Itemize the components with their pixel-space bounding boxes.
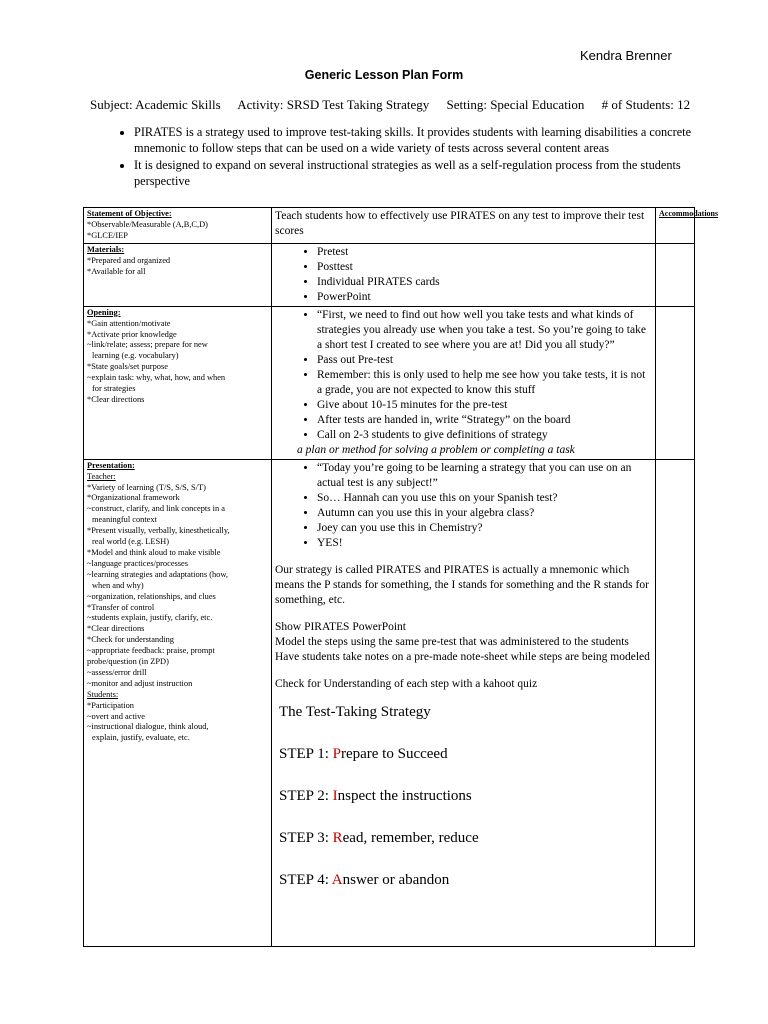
- step-letter: A: [331, 871, 343, 888]
- materials-label: Materials:: [87, 244, 125, 254]
- presentation-sub: ~instructional dialogue, think aloud,: [87, 722, 209, 732]
- mnemonic-paragraph: Our strategy is called PIRATES and PIRATES is actually a mnemonic which means the P stands for something, the I stands for something and the R stands for something, etc.: [275, 563, 649, 606]
- presentation-sub: meaningful context: [92, 515, 157, 525]
- materials-accommodations-cell: [656, 243, 695, 306]
- presentation-sub: ~language practices/processes: [87, 558, 189, 568]
- presentation-row: [84, 459, 695, 946]
- step-rest: nspect the instructions: [337, 787, 472, 804]
- presentation-accommodations-cell: [656, 459, 695, 946]
- intro-bullets: [112, 124, 694, 190]
- presentation-sub: *Variety of learning (T/S, S/S, S/T): [87, 482, 206, 492]
- accommodations-header-cell: [656, 208, 719, 244]
- presentation-sub: ~learning strategies and adaptations (how,: [87, 569, 228, 579]
- presentation-sub: probe/question (in ZPD): [87, 657, 169, 667]
- opening-item: [297, 428, 652, 458]
- opening-sub: ~explain task: why, what, how, and when: [87, 373, 226, 383]
- objective-row: [84, 208, 695, 244]
- accommodations-header: Accommodations: [659, 209, 719, 218]
- materials-label-cell: [84, 243, 272, 306]
- step-prefix: STEP 1:: [279, 745, 333, 762]
- materials-sub: *Prepared and organized: [87, 255, 171, 265]
- presentation-sub: ~assess/error drill: [87, 667, 147, 677]
- objective-label: Statement of Objective:: [87, 209, 172, 218]
- opening-item: • After tests are handed in, write “Strategy” on the board: [317, 413, 652, 428]
- step-letter: I: [332, 787, 338, 804]
- presentation-item: • So… Hannah can you use this on your Spanish test?: [317, 491, 652, 506]
- presentation-content-cell: [272, 459, 656, 946]
- activity-field: Activity: SRSD Test Taking Strategy: [237, 97, 430, 112]
- presentation-sub: *Clear directions: [87, 624, 145, 634]
- presentation-sub: *Present visually, verbally, kinesthetically,: [87, 526, 230, 536]
- opening-sub: ~link/relate; assess; prepare for new: [87, 340, 208, 350]
- materials-item: • Pretest: [317, 245, 652, 260]
- presentation-sub: explain, justify, evaluate, etc.: [92, 733, 190, 743]
- presentation-item: • Joey can you use this in Chemistry?: [317, 521, 652, 536]
- opening-sub: *Activate prior knowledge: [87, 329, 177, 339]
- step-prefix: STEP 4:: [279, 871, 332, 888]
- presentation-sub: ~construct, clarify, and link concepts in a: [87, 504, 225, 514]
- step-1: [279, 744, 652, 764]
- opening-item: • Give about 10-15 minutes for the pre-test: [317, 398, 652, 413]
- opening-list: [275, 308, 652, 458]
- materials-row: [84, 243, 695, 306]
- subject-field: Subject: Academic Skills: [90, 97, 221, 112]
- presentation-sub: ~overt and active: [87, 711, 146, 721]
- presentation-item: • Autumn can you use this in your algebra class?: [317, 506, 652, 521]
- author-name: Kendra Brenner: [580, 48, 672, 63]
- students-label: Students:: [87, 689, 119, 699]
- presentation-sub: *Participation: [87, 700, 134, 710]
- step-rest: repare to Succeed: [340, 745, 448, 762]
- opening-label-cell: [84, 306, 272, 459]
- opening-sub: *Gain attention/motivate: [87, 318, 171, 328]
- form-title: Generic Lesson Plan Form: [304, 68, 464, 82]
- objective-sub: *Observable/Measurable (A,B,C,D): [87, 219, 208, 229]
- objective-content: Teach students how to effectively use PIRATES on any test to improve their test scores: [275, 210, 645, 237]
- opening-item-text: Call on 2-3 students to give definitions of strategy: [317, 428, 548, 441]
- step-3: [279, 828, 652, 848]
- materials-item: • PowerPoint: [317, 290, 652, 305]
- teacher-label: Teacher:: [87, 471, 116, 481]
- objective-sub: *GLCE/IEP: [87, 230, 128, 240]
- subject-line: [90, 97, 704, 113]
- opening-content-cell: [272, 306, 656, 459]
- intro-bullet: • It is designed to expand on several instructional strategies as well as a self-regulation process from the students perspective: [134, 157, 694, 189]
- presentation-sub: ~students explain, justify, clarify, etc.: [87, 613, 213, 623]
- step-prefix: STEP 2:: [279, 787, 333, 804]
- step-letter: P: [332, 745, 341, 762]
- show-powerpoint-text: Show PIRATES PowerPoint: [275, 620, 406, 633]
- materials-list: [275, 245, 652, 305]
- step-2: [279, 786, 652, 806]
- presentation-item: • “Today you’re going to be learning a strategy that you can use on an actual test is any subject!”: [317, 461, 652, 491]
- lesson-plan-table: [83, 207, 719, 947]
- presentation-sub: ~organization, relationships, and clues: [87, 591, 216, 601]
- materials-content-cell: [272, 243, 656, 306]
- materials-item: • Posttest: [317, 260, 652, 275]
- presentation-sub: *Organizational framework: [87, 493, 180, 503]
- presentation-sub: real world (e.g. LESH): [92, 537, 169, 547]
- step-4: [279, 870, 652, 890]
- presentation-list: [275, 461, 652, 551]
- step-rest: ead, remember, reduce: [342, 829, 479, 846]
- check-understanding-text: Check for Understanding of each step with a kahoot quiz: [275, 677, 538, 690]
- presentation-sub: *Check for understanding: [87, 635, 174, 645]
- objective-label-cell: [84, 208, 272, 244]
- opening-item: • “First, we need to find out how well you take tests and what kinds of strategies you already use when you take a test. So you’re going to take a short test I created to see where you are at! Did you all study?”: [317, 308, 652, 353]
- opening-sub: for strategies: [92, 384, 136, 394]
- opening-item: • Remember: this is only used to help me see how you take tests, it is not a grade, you are not expected to know this stuff: [317, 368, 652, 398]
- strategy-definition: a plan or method for solving a problem or completing a task: [297, 443, 575, 456]
- opening-sub: *State goals/set purpose: [87, 362, 168, 372]
- objective-content-cell: [272, 208, 656, 244]
- step-prefix: STEP 3:: [279, 829, 333, 846]
- opening-sub: *Clear directions: [87, 394, 145, 404]
- model-steps-text: Model the steps using the same pre-test that was administered to the students: [275, 635, 629, 648]
- presentation-label-cell: [84, 459, 272, 946]
- take-notes-text: Have students take notes on a pre-made note-sheet while steps are being modeled: [275, 650, 650, 663]
- opening-item: • Pass out Pre-test: [317, 353, 652, 368]
- opening-accommodations-cell: [656, 306, 695, 459]
- presentation-sub: when and why): [92, 580, 144, 590]
- strategy-title: The Test-Taking Strategy: [279, 703, 431, 720]
- presentation-sub: *Transfer of control: [87, 602, 155, 612]
- presentation-sub: ~appropriate feedback: praise, prompt: [87, 646, 215, 656]
- presentation-sub: *Model and think aloud to make visible: [87, 547, 221, 557]
- opening-label: Opening:: [87, 307, 121, 317]
- materials-sub: *Available for all: [87, 266, 146, 276]
- step-letter: R: [332, 829, 343, 846]
- presentation-sub: ~monitor and adjust instruction: [87, 678, 193, 688]
- intro-bullet: • PIRATES is a strategy used to improve test-taking skills. It provides students with learning disabilities a concrete mnemonic to follow steps that can be used on a wide variety of tests across several content areas: [134, 124, 694, 156]
- presentation-label: Presentation:: [87, 460, 135, 470]
- presentation-item: • YES!: [317, 536, 652, 551]
- opening-sub: learning (e.g. vocabulary): [92, 351, 179, 361]
- students-count-field: # of Students: 12: [601, 97, 691, 112]
- step-rest: nswer or abandon: [342, 871, 450, 888]
- setting-field: Setting: Special Education: [446, 97, 585, 112]
- opening-row: [84, 306, 695, 459]
- materials-item: • Individual PIRATES cards: [317, 275, 652, 290]
